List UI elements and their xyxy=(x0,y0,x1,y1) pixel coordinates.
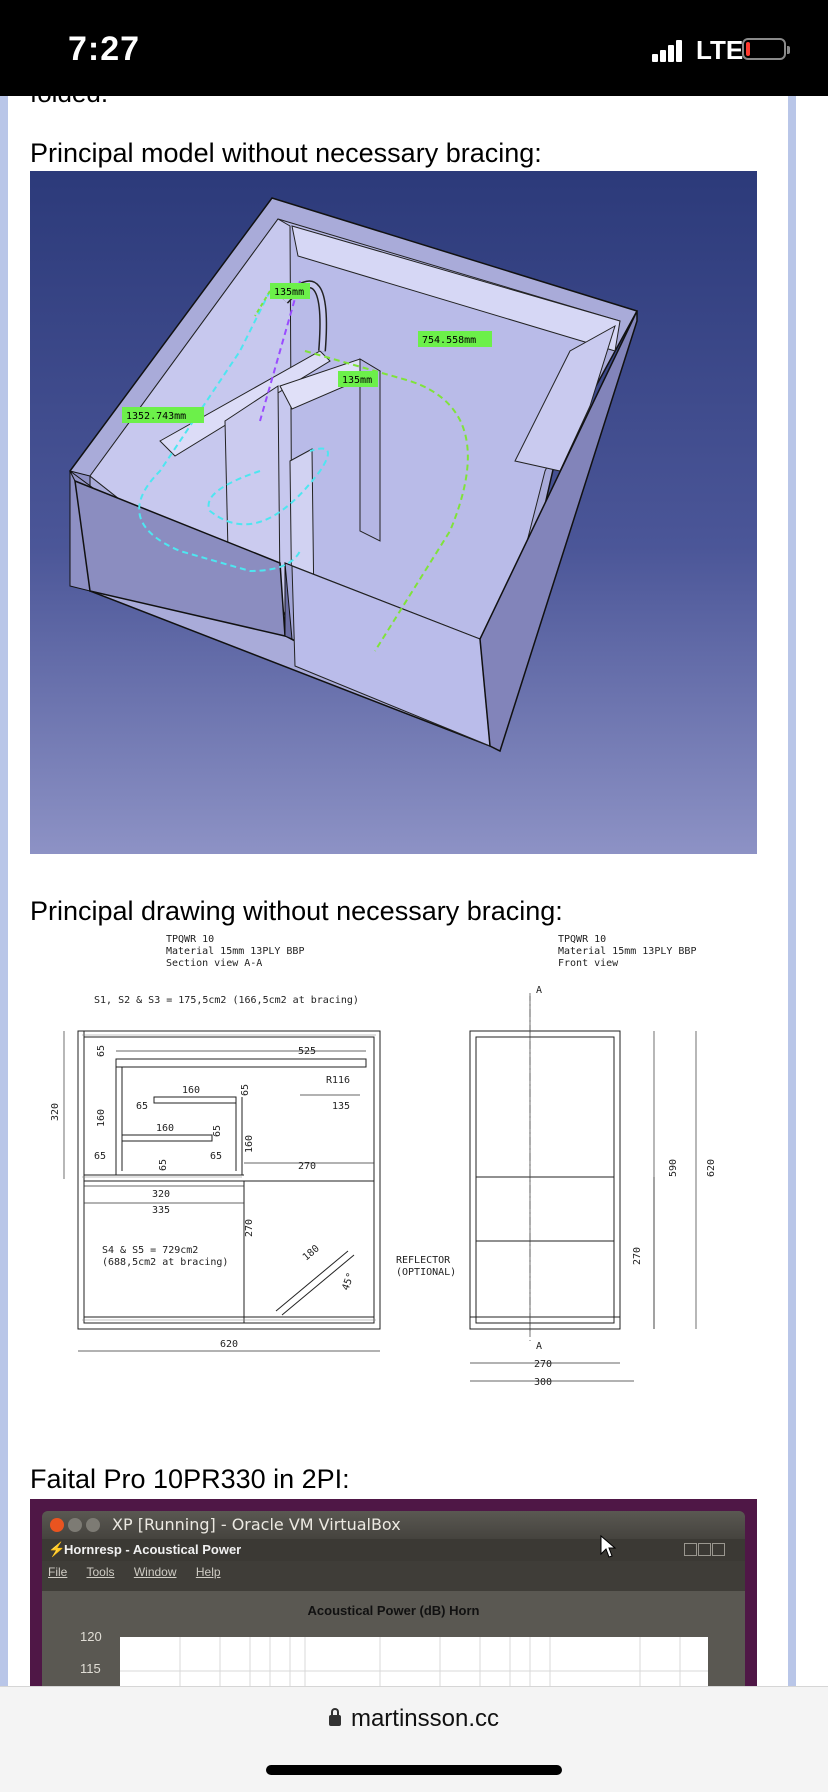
heading-faital: Faital Pro 10PR330 in 2PI: xyxy=(30,1464,350,1494)
hornresp-title: Hornresp - Acoustical Power xyxy=(64,1542,242,1557)
hr-maximize-icon xyxy=(698,1543,711,1556)
browser-url-bar[interactable] xyxy=(0,1686,828,1792)
menu-tools: Tools xyxy=(86,1565,115,1579)
close-icon xyxy=(50,1518,64,1532)
note-s45-line2: (688,5cm2 at bracing) xyxy=(102,1257,229,1268)
dim-270-b: 270 xyxy=(244,1218,255,1237)
chart-title: Acoustical Power (dB) Horn xyxy=(307,1603,480,1618)
dim-45: 45° xyxy=(340,1271,357,1293)
dim-65-b: 65 xyxy=(136,1101,149,1112)
hornresp-menubar xyxy=(48,1565,237,1579)
dim-320-a: 320 xyxy=(50,1102,61,1121)
url-domain: martinsson.cc xyxy=(350,1705,500,1732)
section-a-bottom: A xyxy=(536,1341,543,1352)
note-s45-line1: S4 & S5 = 729cm2 xyxy=(102,1245,199,1256)
cursor-icon xyxy=(600,1535,616,1559)
dim-180: 180 xyxy=(300,1243,322,1264)
status-time: 7:27 xyxy=(68,30,141,68)
hr-minimize-icon xyxy=(684,1543,697,1556)
virtualbox-title: XP [Running] - Oracle VM VirtualBox xyxy=(112,1515,401,1534)
battery-icon xyxy=(742,38,786,60)
model-render-svg xyxy=(30,171,757,854)
status-bar xyxy=(0,0,828,96)
dim-label-1352: 1352.743mm xyxy=(126,411,187,422)
left-header-line2: Material 15mm 13PLY BBP xyxy=(166,946,305,957)
section-a-top: A xyxy=(536,985,543,996)
menu-window: Window xyxy=(133,1565,177,1579)
dim-65-e: 65 xyxy=(94,1151,107,1162)
y-tick-120: 120 xyxy=(80,1629,102,1644)
virtualbox-titlebar xyxy=(42,1511,745,1539)
dim-r116: R116 xyxy=(326,1075,351,1086)
menu-help: Help xyxy=(195,1565,221,1579)
technical-drawing-image[interactable] xyxy=(30,931,757,1401)
dim-160-a: 160 xyxy=(182,1085,201,1096)
heading-model: Principal model without necessary bracing: xyxy=(30,138,542,168)
home-indicator[interactable] xyxy=(266,1765,562,1775)
dim-65-f: 65 xyxy=(210,1151,223,1162)
maximize-icon xyxy=(86,1518,100,1532)
dim-270-c: 270 xyxy=(632,1246,643,1265)
network-label: LTE xyxy=(696,35,744,65)
lock-icon xyxy=(329,1715,341,1726)
battery-level xyxy=(746,42,750,56)
right-header-line1: TPQWR 10 xyxy=(558,934,607,945)
right-header-line3: Front view xyxy=(558,958,619,969)
minimize-icon xyxy=(68,1518,82,1532)
page-border-left xyxy=(0,96,8,1686)
reflector-label-line2: (OPTIONAL) xyxy=(396,1267,457,1278)
hornresp-titlebar xyxy=(42,1539,745,1561)
heading-drawing: Principal drawing without necessary bracing: xyxy=(30,896,563,926)
page-border-right xyxy=(788,96,796,1686)
hr-close-icon xyxy=(712,1543,725,1556)
cut-off-text: folded. xyxy=(30,78,109,108)
virtualbox-screenshot-image[interactable] xyxy=(30,1499,757,1699)
dim-300: 300 xyxy=(534,1377,553,1388)
menu-file: File xyxy=(48,1565,68,1579)
reflector-label-line1: REFLECTOR xyxy=(396,1255,451,1266)
technical-drawing-svg xyxy=(30,931,757,1401)
dim-525: 525 xyxy=(298,1046,317,1057)
y-tick-115: 115 xyxy=(80,1661,101,1676)
dim-label-135-a: 135mm xyxy=(274,287,305,298)
dim-135: 135 xyxy=(332,1101,351,1112)
dim-160-b: 160 xyxy=(96,1108,107,1127)
left-header-line3: Section view A-A xyxy=(166,958,263,969)
dim-335: 335 xyxy=(152,1205,171,1216)
dim-65-a: 65 xyxy=(96,1044,107,1057)
left-header-line1: TPQWR 10 xyxy=(166,934,215,945)
dim-label-754: 754.558mm xyxy=(422,335,477,346)
dim-620-a: 620 xyxy=(220,1339,239,1350)
lightning-icon: ⚡ xyxy=(48,1541,66,1557)
signal-icon xyxy=(652,38,684,62)
note-s123: S1, S2 & S3 = 175,5cm2 (166,5cm2 at bracing) xyxy=(94,995,359,1006)
dim-65-g: 65 xyxy=(158,1158,169,1171)
dim-65-d: 65 xyxy=(212,1124,223,1137)
dim-65-c: 65 xyxy=(240,1083,251,1096)
dim-270-d: 270 xyxy=(534,1359,553,1370)
url-display[interactable] xyxy=(0,1705,828,1733)
model-render-image[interactable] xyxy=(30,171,757,854)
web-page[interactable] xyxy=(0,78,828,1686)
dim-320-b: 320 xyxy=(152,1189,171,1200)
dim-160-d: 160 xyxy=(244,1134,255,1153)
dim-160-c: 160 xyxy=(156,1123,175,1134)
dim-620-b: 620 xyxy=(706,1158,717,1177)
dim-label-135-b: 135mm xyxy=(342,375,373,386)
right-header-line2: Material 15mm 13PLY BBP xyxy=(558,946,697,957)
dim-270-a: 270 xyxy=(298,1161,317,1172)
virtualbox-window xyxy=(42,1511,745,1711)
dim-590: 590 xyxy=(668,1158,679,1177)
